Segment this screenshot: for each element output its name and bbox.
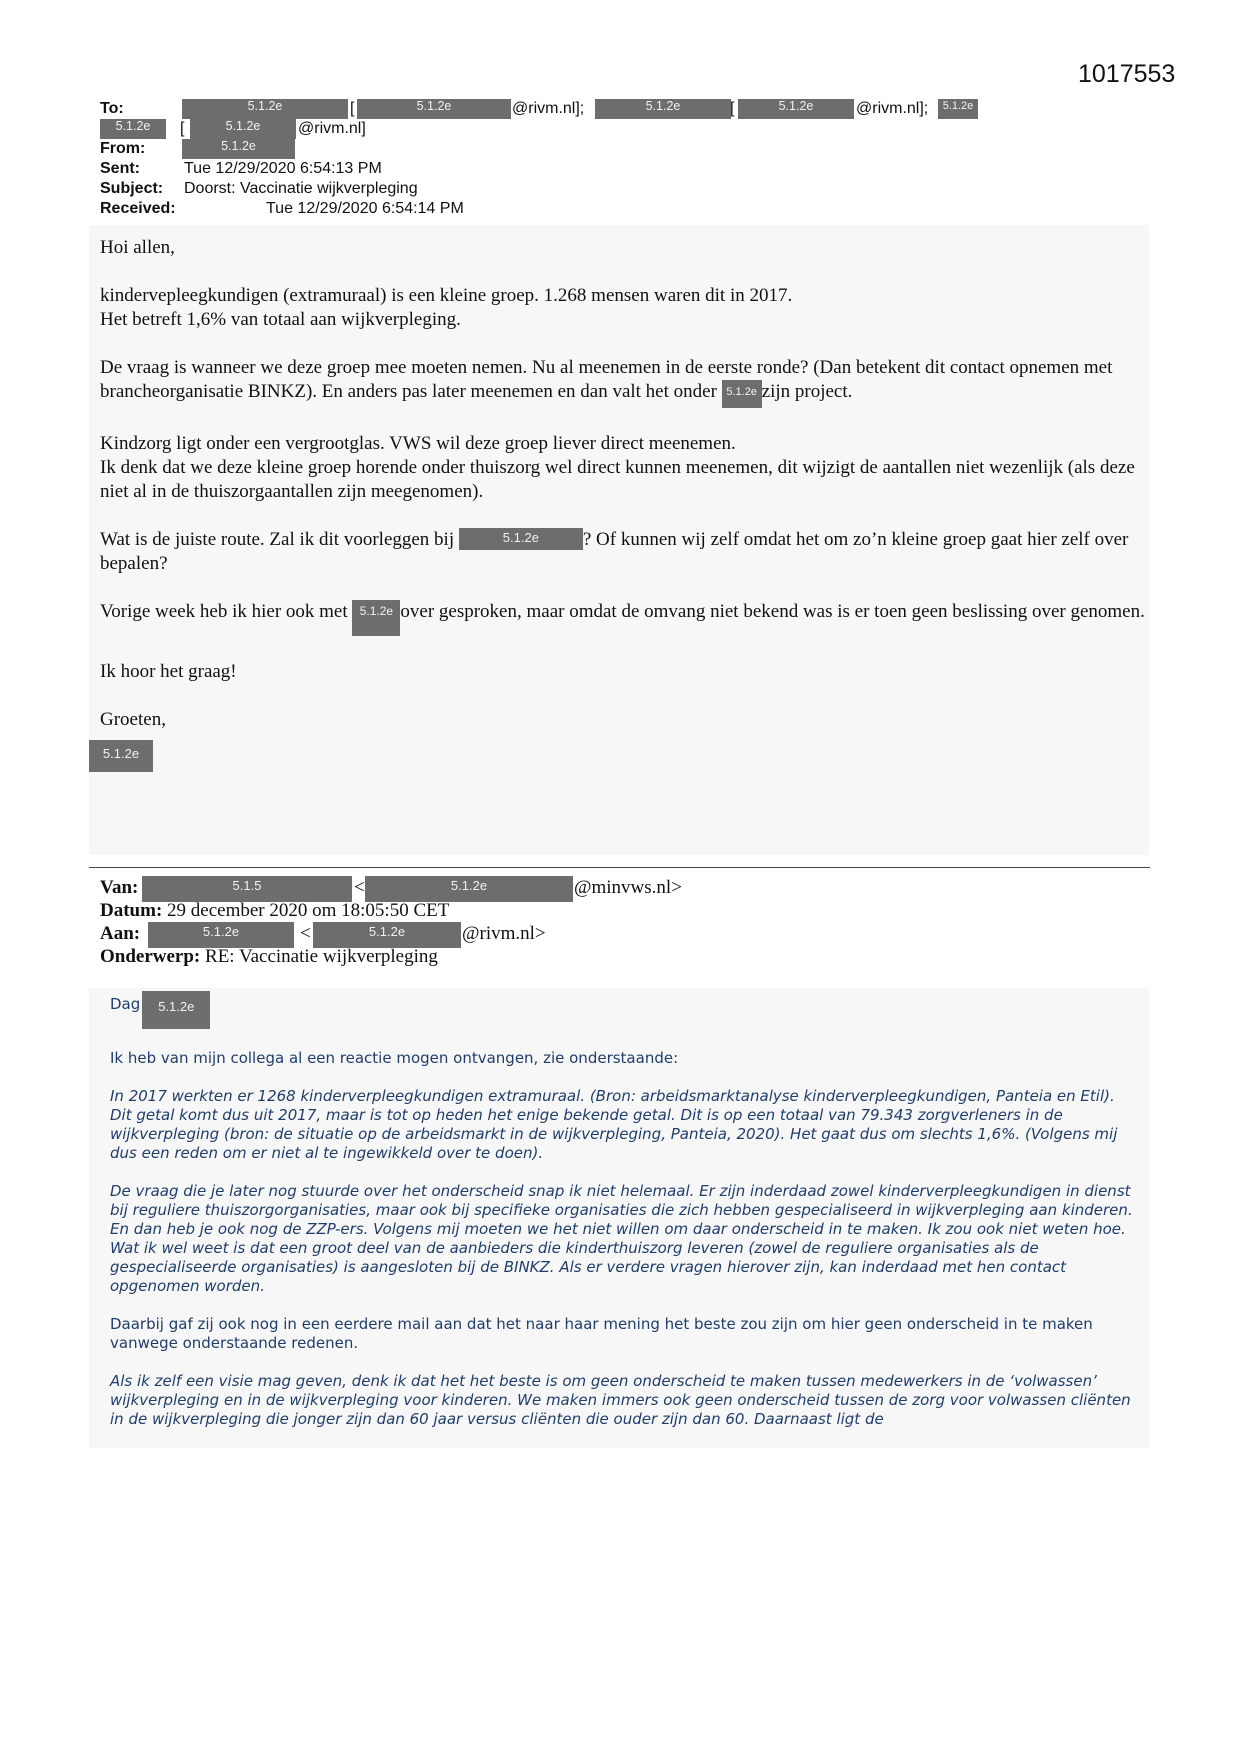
paragraph: Ik hoor het graag! <box>100 661 237 682</box>
text: Kindzorg ligt onder een vergrootglas. VWS wil deze groep liever direct meenemen. <box>100 433 736 454</box>
text: kindervepleegkundigen (extramuraal) is een kleine groep. 1.268 mensen waren dit in 2017. <box>100 285 793 306</box>
document-id: 1017553 <box>1078 60 1176 88</box>
redaction-block: 5.1.2e <box>938 99 978 119</box>
mail1-body <box>100 236 1150 732</box>
mail2-header <box>100 876 1150 968</box>
redaction-block: 5.1.2e <box>142 991 210 1029</box>
van-row <box>100 876 1150 899</box>
received-label: Received: <box>100 200 176 217</box>
text: Het betreft 1,6% van totaal aan wijkverpleging. <box>100 309 461 330</box>
datum-value: 29 december 2020 om 18:05:50 CET <box>167 900 450 921</box>
paragraph <box>100 600 1150 636</box>
paragraph <box>100 432 1150 504</box>
text: over gesproken, maar omdat de omvang niet bekend was is er toen geen beslissing over genomen. <box>400 601 1145 622</box>
datum-row <box>100 899 1150 922</box>
bracket: [ <box>180 120 185 137</box>
received-row <box>100 199 1150 219</box>
mail1-header <box>100 99 1150 219</box>
text: ? Of kunnen wij zelf omdat het om zo’n kleine groep gaat hier zelf over bepalen? <box>100 529 1129 574</box>
mail2-greeting <box>110 995 210 1033</box>
quote: In 2017 werkten er 1268 kinderverpleegkundigen extramuraal. (Bron: arbeidsmarktanalyse kinderverpleegkundigen, Panteia en Etil). Dit getal komt dus uit 2017, maar is tot op heden het enige bekende getal. Dit is op een totaal van 79.343 zorgverleners in de wijkverpleging (bron: de situatie op de arbeidsmarkt in de wijkverpleging, Panteia, 2020). Het gaat dus om slechts 1,6%. (Volgens mij dus een reden om er niet al te ingewikkeld over te doen). <box>110 1087 1118 1162</box>
lt-symbol: < <box>354 877 365 898</box>
greeting: Hoi allen, <box>100 237 175 258</box>
paragraph <box>100 284 1150 332</box>
redaction-block: 5.1.2e <box>100 119 166 139</box>
datum-label: Datum: <box>100 900 163 921</box>
redaction-block: 5.1.2e <box>738 99 854 119</box>
to-row-continued <box>100 119 1150 139</box>
lt-symbol: < <box>300 923 311 944</box>
redaction-block: 5.1.2e <box>313 922 461 948</box>
quote: Als ik zelf een visie mag geven, denk ik dat het het beste is om geen onderscheid te maken tussen medewerkers in de ‘volwassen’ wijkverpleging en in de wijkverpleging voor kinderen. We maken immers ook geen onderscheid tussen de zorg voor volwassen cliënten in de wijkverpleging die jonger zijn dan 60 jaar versus cliënten die ouder zijn dan 60. Daarnaast ligt de <box>110 1372 1131 1428</box>
received-value: Tue 12/29/2020 6:54:14 PM <box>266 200 464 217</box>
signature-redaction: 5.1.2e <box>89 740 153 772</box>
from-label: From: <box>100 140 146 157</box>
paragraph <box>100 356 1150 408</box>
sent-value: Tue 12/29/2020 6:54:13 PM <box>184 160 382 177</box>
onderwerp-row <box>100 945 1150 968</box>
van-label: Van: <box>100 877 139 898</box>
from-row <box>100 139 1150 159</box>
paragraph <box>100 528 1150 576</box>
redaction-block: 5.1.2e <box>722 380 762 408</box>
paragraph: Daarbij gaf zij ook nog in een eerdere mail aan dat het naar haar mening het beste zou zijn om hier geen onderscheid in te maken vanwege onderstaande redenen. <box>110 1315 1093 1352</box>
redaction-block: 5.1.2e <box>148 922 294 948</box>
redaction-block: 5.1.2e <box>182 99 348 119</box>
sent-label: Sent: <box>100 160 140 177</box>
onderwerp-label: Onderwerp: <box>100 946 201 967</box>
text: Ik denk dat we deze kleine groep horende onder thuiszorg wel direct kunnen meenemen, dit wijzigt de aantallen niet wezenlijk (als deze niet al in de thuiszorgaantallen zijn meegenomen). <box>100 457 1135 502</box>
aan-row <box>100 922 1150 945</box>
aan-domain: @rivm.nl> <box>462 923 546 944</box>
text: Wat is de juiste route. Zal ik dit voorleggen bij <box>100 529 459 550</box>
redaction-block: 5.1.2e <box>365 876 573 902</box>
bracket: [ <box>350 100 355 117</box>
text: zijn project. <box>761 381 853 402</box>
to-label: To: <box>100 100 124 117</box>
subject-label: Subject: <box>100 180 164 197</box>
to-domain-3: @rivm.nl] <box>298 120 366 137</box>
redaction-block: 5.1.2e <box>182 139 295 159</box>
aan-label: Aan: <box>100 923 141 944</box>
redaction-block: 5.1.2e <box>595 99 731 119</box>
text: Vorige week heb ik hier ook met <box>100 601 353 622</box>
to-row <box>100 99 1150 119</box>
subject-value: Doorst: Vaccinatie wijkverpleging <box>184 180 418 197</box>
to-domain-2: @rivm.nl]; <box>856 100 929 117</box>
subject-row <box>100 179 1150 199</box>
closing: Groeten, <box>100 709 166 730</box>
redaction-block: 5.1.2e <box>459 528 583 550</box>
to-domain-1: @rivm.nl]; <box>512 100 585 117</box>
redaction-block: 5.1.2e <box>352 600 400 636</box>
van-domain: @minvws.nl> <box>574 877 682 898</box>
separator-line <box>89 867 1150 868</box>
greeting-text: Dag <box>110 995 141 1013</box>
quote: De vraag die je later nog stuurde over het onderscheid snap ik niet helemaal. Er zijn inderdaad zowel kinderverpleegkundigen in dienst bij reguliere thuiszorgorganisaties, maar ook bij specifieke organisaties die zich hebben gespecialiseerd in wijkverpleging aan kinderen. En dan heb je ook nog de ZZP-ers. Volgens mij moeten we het niet willen om daar onderscheid in te maken. Ik zou ook niet weten hoe. Wat ik wel weet is dat een groot deel van de aanbieders die kinderthuiszorg leveren (zowel de reguliere organisaties als de gespecialiseerde organisaties) is aangesloten bij de BINKZ. Als er verdere vragen hierover zijn, kan inderdaad met hen contact opgenomen worden. <box>110 1182 1133 1295</box>
redaction-block: 5.1.2e <box>190 119 296 139</box>
onderwerp-value: RE: Vaccinatie wijkverpleging <box>205 946 438 967</box>
text: De vraag is wanneer we deze groep mee moeten nemen. Nu al meenemen in de eerste ronde? (Dan betekent dit contact opnemen met brancheorganisatie BINKZ). En anders pas later meenemen en dan valt het onder <box>100 357 1113 402</box>
sent-row <box>100 159 1150 179</box>
mail2-body <box>110 1049 1140 1448</box>
bracket: [ <box>730 100 735 117</box>
redaction-block: 5.1.5 <box>142 876 352 902</box>
redaction-block: 5.1.2e <box>357 99 511 119</box>
intro: Ik heb van mijn collega al een reactie mogen ontvangen, zie onderstaande: <box>110 1049 679 1067</box>
